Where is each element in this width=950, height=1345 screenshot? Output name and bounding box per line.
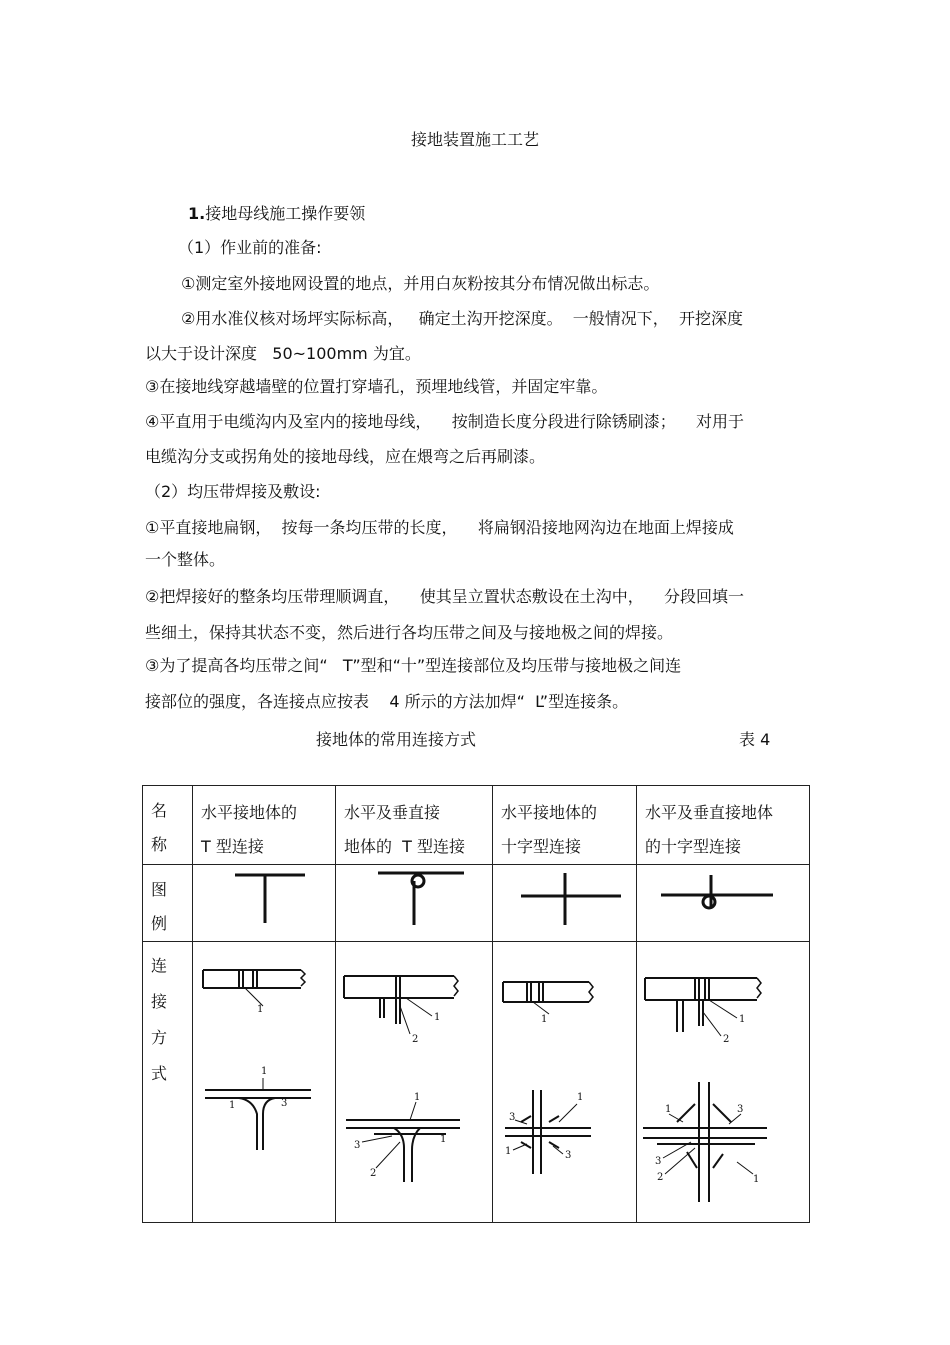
table-row-method (143, 942, 810, 1223)
callout-label: 1 (257, 1004, 264, 1015)
callout-label: 1 (753, 1174, 760, 1185)
callout-label: 3 (354, 1140, 361, 1151)
method-diagram-3 (493, 942, 637, 1222)
paragraph-q2-line2: 些细土，保持其状态不变，然后进行各均压带之间及与接地极之间的焊接。 (145, 623, 674, 642)
callout-label: 3 (737, 1104, 744, 1115)
callout-label: 3 (509, 1112, 516, 1123)
row-head-name (143, 786, 193, 865)
method-diagram-1 (193, 942, 336, 1222)
callout-label: 2 (370, 1168, 377, 1179)
callout-label: 2 (657, 1172, 664, 1183)
callout-label: 1 (541, 1014, 548, 1025)
col-name-line: 水平接地体的 (201, 803, 298, 822)
col-name-2 (336, 786, 493, 865)
legend-cell-2 (336, 865, 493, 942)
legend-cell-1 (193, 865, 336, 942)
row-head-char: 式 (151, 1064, 168, 1083)
col-name-line: 十字型连接 (501, 837, 582, 856)
callout-label: 1 (665, 1104, 672, 1115)
cross-joint-vertical-symbol (637, 865, 810, 937)
connection-table (142, 785, 810, 1223)
callout-label: 1 (440, 1134, 447, 1145)
row-head-char: 图 (151, 880, 168, 899)
paragraph-p4-line1: ④平直用于电缆沟内及室内的接地母线， 按制造长度分段进行除锈刷漆； 对用于 (145, 412, 745, 431)
method-cell-2 (336, 942, 493, 1223)
paragraph-q3-line1: ③为了提高各均压带之间“ T”型和“十”型连接部位及均压带与接地极之间连 (145, 656, 682, 675)
cross-vertical-weld-detail (643, 1082, 767, 1202)
col-name-line: 地体的 T 型连接 (344, 837, 466, 856)
col-name-line: T 型连接 (201, 837, 264, 856)
callout-label: 1 (505, 1146, 512, 1157)
flat-bar-with-rod (344, 976, 458, 1034)
col-name-line: 水平及垂直接 (344, 803, 441, 822)
callout-label: 2 (412, 1034, 419, 1045)
method-cell-3 (493, 942, 637, 1223)
callout-label: 3 (565, 1150, 572, 1161)
col-name-4 (637, 786, 810, 865)
row-head-char: 例 (151, 914, 168, 933)
method-cell-4 (637, 942, 810, 1223)
callout-label: 1 (739, 1014, 746, 1025)
paragraph-q1-line2: 一个整体。 (145, 550, 226, 569)
callout-label: 3 (281, 1098, 288, 1109)
callout-label: 3 (655, 1156, 662, 1167)
callout-label: 1 (261, 1066, 268, 1077)
row-head-char: 名 (151, 801, 168, 820)
flat-bar-top-view (203, 970, 305, 1006)
method-diagram-2 (336, 942, 493, 1222)
callout-label: 1 (434, 1012, 441, 1023)
col-name-line: 的十字型连接 (645, 837, 742, 856)
subheading-welding: （2）均压带焊接及敷设: (145, 482, 321, 501)
row-head-legend (143, 865, 193, 942)
col-name-3 (493, 786, 637, 865)
flat-bar-cross-top (503, 982, 593, 1014)
paragraph-q1-line1: ①平直接地扁钢， 按每一条均压带的长度， 将扁钢沿接地网沟边在地面上焊接成 (145, 518, 734, 537)
cross-joint-symbol (493, 865, 637, 937)
col-name-line: 水平及垂直接地体 (645, 803, 774, 822)
paragraph-p2-line2: 以大于设计深度 50~100mm 为宜。 (145, 344, 421, 363)
page-title: 接地装置施工工艺 (410, 130, 539, 149)
paragraph-p3: ③在接地线穿越墙壁的位置打穿墙孔，预埋地线管，并固定牢靠。 (145, 377, 608, 396)
section-heading-number: 1. (188, 204, 206, 223)
method-diagram-4 (637, 942, 810, 1222)
col-name-1 (193, 786, 336, 865)
row-head-char: 接 (151, 992, 168, 1011)
callout-label: 1 (577, 1092, 584, 1103)
paragraph-p2-line1: ②用水准仪核对场坪实际标高， 确定土沟开挖深度。 一般情况下， 开挖深度 (181, 309, 743, 328)
table-caption: 接地体的常用连接方式 (316, 730, 477, 749)
table-number: 表 4 (739, 730, 771, 749)
table-row-legend (143, 865, 810, 942)
callout-label: 1 (414, 1092, 421, 1103)
row-head-char: 方 (151, 1028, 168, 1047)
table-row-name (143, 786, 810, 865)
paragraph-p4-line2: 电缆沟分支或拐角处的接地母线，应在煨弯之后再刷漆。 (145, 447, 546, 466)
t-joint-symbol (193, 865, 336, 937)
paragraph-q2-line1: ②把焊接好的整条均压带理顺调直， 使其呈立置状态敷设在土沟中， 分段回填一 (145, 587, 745, 606)
row-head-method (143, 942, 193, 1223)
method-cell-1 (193, 942, 336, 1223)
flat-bar-cross-vertical-top (645, 978, 761, 1036)
t-weld-detail (205, 1078, 311, 1150)
row-head-char: 称 (151, 835, 168, 854)
callout-label: 1 (229, 1100, 236, 1111)
col-name-line: 水平接地体的 (501, 803, 598, 822)
section-heading-text: 接地母线施工操作要领 (205, 204, 366, 223)
paragraph-p1: ①测定室外接地网设置的地点，并用白灰粉按其分布情况做出标志。 (181, 274, 660, 293)
legend-cell-4 (637, 865, 810, 942)
row-head-char: 连 (151, 956, 168, 975)
subheading-preparation: （1）作业前的准备: (178, 238, 322, 257)
paragraph-q3-line2: 接部位的强度，各连接点应按表 4 所示的方法加焊“ L”型连接条。 (145, 692, 629, 711)
section-heading (188, 204, 365, 224)
callout-label: 2 (723, 1034, 730, 1045)
legend-cell-3 (493, 865, 637, 942)
t-joint-vertical-symbol (336, 865, 493, 937)
